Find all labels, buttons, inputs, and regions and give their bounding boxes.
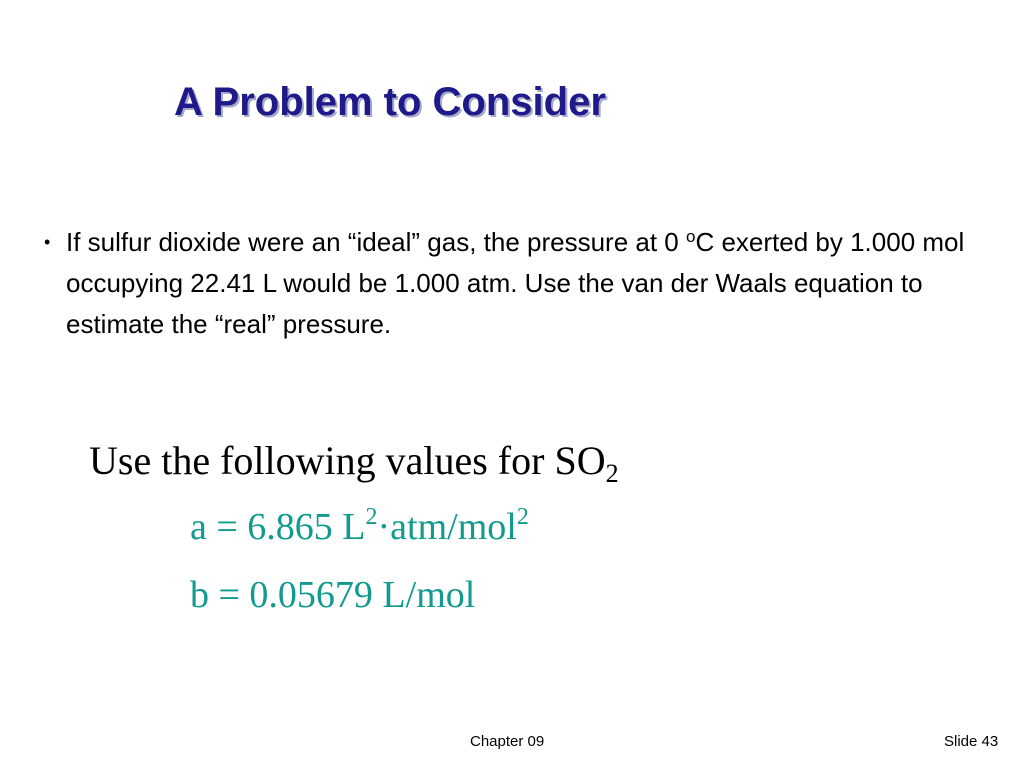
value-a-sup1: 2	[365, 504, 378, 530]
value-a-sup2: 2	[516, 504, 529, 530]
bullet-text-part2: C exerted by 1.000 mol occupying 22.41 L would be 1.000 atm. Use the van der Waals equation to estimate the “real” pressure.	[66, 227, 965, 339]
slide-title: A Problem to Consider	[174, 80, 606, 124]
footer-chapter: Chapter 09	[470, 733, 545, 750]
values-heading	[89, 437, 619, 488]
value-b-line: b = 0.05679 L/mol	[190, 574, 476, 616]
bullet-text	[66, 222, 974, 345]
bullet-text-part1: If sulfur dioxide were an “ideal” gas, the pressure at 0	[66, 227, 686, 257]
values-heading-text: Use the following values for SO	[89, 438, 606, 483]
footer-slide-number: Slide 43	[944, 733, 999, 750]
value-a-prefix: a = 6.865 L	[190, 506, 366, 548]
value-a-middle: atm/mol	[390, 506, 517, 548]
value-a-dot: ·	[377, 506, 391, 548]
degree-superscript: o	[686, 227, 696, 246]
values-heading-subscript: 2	[605, 459, 619, 488]
bullet-item	[44, 222, 974, 345]
value-a-line	[190, 505, 529, 549]
bullet-dot-icon: •	[44, 232, 51, 252]
